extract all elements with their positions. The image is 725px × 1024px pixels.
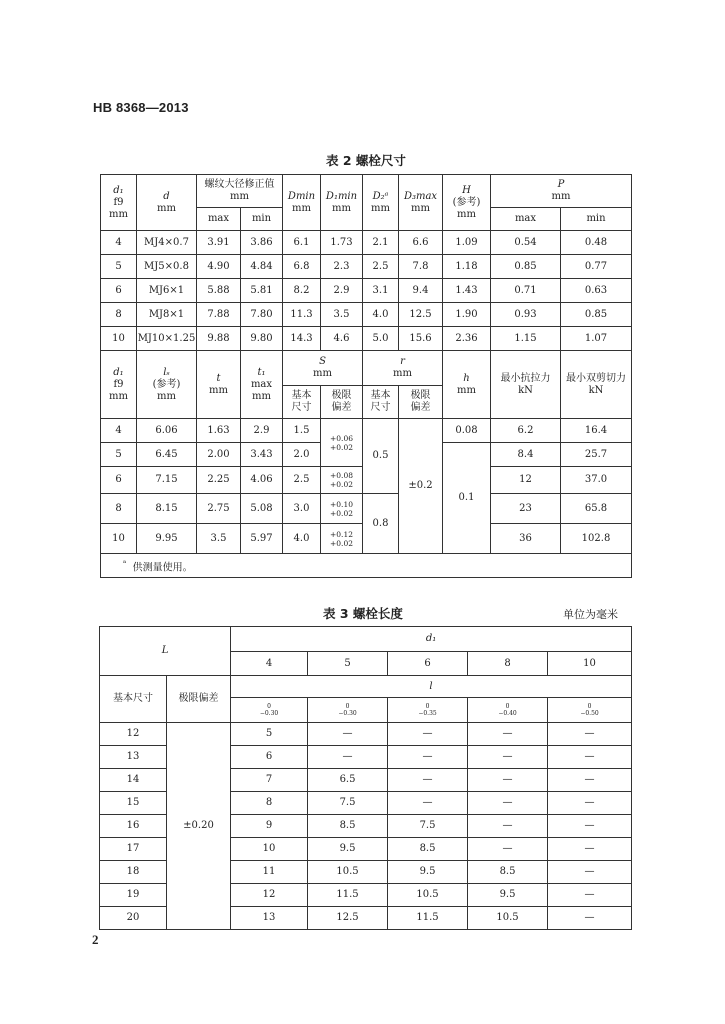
cell: 6.1 — [283, 231, 321, 255]
cell: 8.5 — [388, 838, 468, 861]
cell: 6.6 — [399, 231, 443, 255]
cell: — — [388, 723, 468, 746]
cell: 2.25 — [197, 467, 241, 494]
cell: 8 — [231, 792, 308, 815]
cell: 6.8 — [283, 255, 321, 279]
cell: 5.88 — [197, 279, 241, 303]
s-tolerance: +0.12 +0.02 — [321, 524, 363, 554]
cell: 9.88 — [197, 327, 241, 351]
col-tensile-header: 最小抗拉力 kN — [491, 351, 561, 419]
col-S-header: S mm — [283, 351, 363, 386]
cell: 9.5 — [468, 884, 548, 907]
cell: 3.1 — [363, 279, 399, 303]
cell: MJ10×1.25 — [137, 327, 197, 351]
s-tolerance: +0.06 +0.02 — [321, 419, 363, 467]
cell: MJ5×0.8 — [137, 255, 197, 279]
cell: 8.5 — [308, 815, 388, 838]
cell: 2.36 — [443, 327, 491, 351]
cell: 25.7 — [561, 443, 632, 467]
col-dmin-header: Dmin mm — [283, 175, 321, 231]
cell: 65.8 — [561, 494, 632, 524]
col-r-header: r mm — [363, 351, 443, 386]
l-header: l — [231, 676, 632, 698]
cell: 8.15 — [137, 494, 197, 524]
cell: 1.5 — [283, 419, 321, 443]
l-tolerance: 0 −0.40 — [468, 698, 548, 723]
table-row — [101, 419, 632, 443]
cell: 6 — [101, 467, 137, 494]
cell: 102.8 — [561, 524, 632, 554]
cell: 9 — [231, 815, 308, 838]
cell: 6.5 — [308, 769, 388, 792]
cell: 6.06 — [137, 419, 197, 443]
table-row — [101, 279, 632, 303]
L-header: L — [100, 627, 231, 676]
cell: 8 — [101, 303, 137, 327]
col-h-header: h mm — [443, 351, 491, 419]
cell: 11.5 — [388, 907, 468, 930]
standard-number: HB 8368—2013 — [93, 100, 189, 115]
cell: 0.48 — [561, 231, 632, 255]
bolt-dimensions-table — [100, 174, 632, 578]
cell: 18 — [100, 861, 167, 884]
major-min-header: min — [241, 208, 283, 231]
cell: 3.43 — [241, 443, 283, 467]
deviation-value: ±0.20 — [167, 723, 231, 930]
r-deviation-value: ±0.2 — [399, 419, 443, 554]
l-tolerance: 0 −0.50 — [548, 698, 632, 723]
cell: 11.5 — [308, 884, 388, 907]
cell: 37.0 — [561, 467, 632, 494]
table2-footnote: $^ᵃ$ 供测量使用。 — [101, 554, 632, 578]
cell: — — [548, 838, 632, 861]
cell: 0.77 — [561, 255, 632, 279]
cell: 7.5 — [388, 815, 468, 838]
col-t-header: t mm — [197, 351, 241, 419]
col-d1min-header: D₁min mm — [321, 175, 363, 231]
d-col-header: 4 — [231, 652, 308, 676]
cell: 5.97 — [241, 524, 283, 554]
basic-size-header: 基本尺寸 — [100, 676, 167, 723]
table-row — [101, 494, 632, 524]
cell: 0.85 — [561, 303, 632, 327]
deviation-header: 极限偏差 — [167, 676, 231, 723]
cell: 4.6 — [321, 327, 363, 351]
cell: 7.15 — [137, 467, 197, 494]
cell: 1.09 — [443, 231, 491, 255]
cell: 0.93 — [491, 303, 561, 327]
d-col-header: 10 — [548, 652, 632, 676]
cell: 2.3 — [321, 255, 363, 279]
cell: 2.9 — [241, 419, 283, 443]
col-d3max-header: D₃max mm — [399, 175, 443, 231]
table3-unit-note: 单位为毫米 — [563, 608, 618, 621]
cell: — — [468, 815, 548, 838]
cell: — — [468, 838, 548, 861]
col-H-header: H (参考) mm — [443, 175, 491, 231]
cell: 8.4 — [491, 443, 561, 467]
s-tolerance: +0.10 +0.02 — [321, 494, 363, 524]
table-row — [101, 303, 632, 327]
cell: — — [468, 769, 548, 792]
table2-caption: 表 2 螺栓尺寸 — [326, 153, 406, 168]
cell: MJ4×0.7 — [137, 231, 197, 255]
cell: 6.2 — [491, 419, 561, 443]
d-col-header: 8 — [468, 652, 548, 676]
cell: 17 — [100, 838, 167, 861]
l-tolerance: 0 −0.35 — [388, 698, 468, 723]
cell: 16 — [100, 815, 167, 838]
table-row — [101, 231, 632, 255]
cell: 12.5 — [308, 907, 388, 930]
S-dev-header: 极限偏差 — [321, 386, 363, 419]
cell: 4.0 — [283, 524, 321, 554]
cell: 8.2 — [283, 279, 321, 303]
P-min-header: min — [561, 208, 632, 231]
cell: 12 — [231, 884, 308, 907]
cell: — — [548, 792, 632, 815]
cell: 0.85 — [491, 255, 561, 279]
col-d2-header: D₂ᵃ mm — [363, 175, 399, 231]
cell: 5.0 — [363, 327, 399, 351]
cell: — — [388, 746, 468, 769]
cell: 4.90 — [197, 255, 241, 279]
r-basic-header: 基本尺寸 — [363, 386, 399, 419]
cell: 1.15 — [491, 327, 561, 351]
cell: 11 — [231, 861, 308, 884]
cell: 19 — [100, 884, 167, 907]
col-t1-header: t₁ max mm — [241, 351, 283, 419]
col-ls-header: lₛ (参考) mm — [137, 351, 197, 419]
cell: — — [548, 907, 632, 930]
cell: 13 — [100, 746, 167, 769]
cell: 2.9 — [321, 279, 363, 303]
cell: 5.81 — [241, 279, 283, 303]
cell: 1.07 — [561, 327, 632, 351]
cell: 16.4 — [561, 419, 632, 443]
cell: — — [388, 769, 468, 792]
cell: MJ8×1 — [137, 303, 197, 327]
cell: 9.5 — [388, 861, 468, 884]
cell: 2.5 — [283, 467, 321, 494]
cell: 5 — [101, 443, 137, 467]
cell: 0.63 — [561, 279, 632, 303]
cell: 4.84 — [241, 255, 283, 279]
cell: 36 — [491, 524, 561, 554]
cell: 6.45 — [137, 443, 197, 467]
cell: 2.1 — [363, 231, 399, 255]
cell: — — [548, 746, 632, 769]
cell: — — [308, 723, 388, 746]
cell: 14.3 — [283, 327, 321, 351]
cell: — — [468, 746, 548, 769]
cell: 20 — [100, 907, 167, 930]
cell: 9.95 — [137, 524, 197, 554]
cell: 0.54 — [491, 231, 561, 255]
cell: 10 — [231, 838, 308, 861]
page-number: 2 — [92, 932, 99, 947]
col-d-header: d mm — [137, 175, 197, 231]
cell: 2.75 — [197, 494, 241, 524]
cell: 1.18 — [443, 255, 491, 279]
cell: 9.80 — [241, 327, 283, 351]
cell: — — [308, 746, 388, 769]
cell: 15 — [100, 792, 167, 815]
cell: 2.00 — [197, 443, 241, 467]
h-value: 0.1 — [443, 443, 491, 554]
cell: — — [548, 769, 632, 792]
cell: 12.5 — [399, 303, 443, 327]
cell: 10.5 — [468, 907, 548, 930]
cell: 13 — [231, 907, 308, 930]
bolt-length-table — [99, 626, 632, 930]
cell: 4.06 — [241, 467, 283, 494]
cell: 4.0 — [363, 303, 399, 327]
cell: 10.5 — [388, 884, 468, 907]
cell: 8 — [101, 494, 137, 524]
table-row — [101, 327, 632, 351]
d-col-header: 5 — [308, 652, 388, 676]
col-major-diameter-header: 螺纹大径修正值 mm — [197, 175, 283, 208]
cell: 12 — [100, 723, 167, 746]
cell: — — [548, 884, 632, 907]
cell: — — [548, 861, 632, 884]
cell: — — [548, 815, 632, 838]
cell: 0.71 — [491, 279, 561, 303]
cell: 5 — [101, 255, 137, 279]
table-row — [100, 723, 632, 746]
major-max-header: max — [197, 208, 241, 231]
cell: 3.5 — [321, 303, 363, 327]
cell: 7.5 — [308, 792, 388, 815]
table3-caption: 表 3 螺栓长度 — [323, 606, 403, 621]
cell: MJ6×1 — [137, 279, 197, 303]
d-col-header: 6 — [388, 652, 468, 676]
cell: 1.90 — [443, 303, 491, 327]
S-basic-header: 基本尺寸 — [283, 386, 321, 419]
cell: 5.08 — [241, 494, 283, 524]
cell: 2.0 — [283, 443, 321, 467]
cell: 1.73 — [321, 231, 363, 255]
d1-header: d₁ — [231, 627, 632, 652]
cell: 3.0 — [283, 494, 321, 524]
cell: 14 — [100, 769, 167, 792]
cell: 10 — [101, 327, 137, 351]
cell: 23 — [491, 494, 561, 524]
cell: 6 — [231, 746, 308, 769]
cell: 7.80 — [241, 303, 283, 327]
cell: 1.43 — [443, 279, 491, 303]
cell: 1.63 — [197, 419, 241, 443]
col-d1-header-2: d₁ f9 mm — [101, 351, 137, 419]
cell: 5 — [231, 723, 308, 746]
cell: 3.5 — [197, 524, 241, 554]
cell: 4 — [101, 419, 137, 443]
s-tolerance: +0.08 +0.02 — [321, 467, 363, 494]
cell: — — [468, 792, 548, 815]
l-tolerance: 0 −0.30 — [308, 698, 388, 723]
cell: 9.5 — [308, 838, 388, 861]
cell: 8.5 — [468, 861, 548, 884]
col-P-header: P mm — [491, 175, 632, 208]
cell: 7.88 — [197, 303, 241, 327]
P-max-header: max — [491, 208, 561, 231]
cell: 9.4 — [399, 279, 443, 303]
cell: 11.3 — [283, 303, 321, 327]
table-row — [101, 255, 632, 279]
cell: 2.5 — [363, 255, 399, 279]
cell: 15.6 — [399, 327, 443, 351]
cell: 3.91 — [197, 231, 241, 255]
r-basic-value: 0.5 — [363, 419, 399, 494]
l-tolerance: 0 −0.30 — [231, 698, 308, 723]
h-value: 0.08 — [443, 419, 491, 443]
col-shear-header: 最小双剪切力 kN — [561, 351, 632, 419]
col-d1-header: d₁ f9 mm — [101, 175, 137, 231]
cell: — — [548, 723, 632, 746]
r-basic-value: 0.8 — [363, 494, 399, 554]
cell: — — [468, 723, 548, 746]
r-dev-header: 极限偏差 — [399, 386, 443, 419]
cell: 7 — [231, 769, 308, 792]
cell: 10 — [101, 524, 137, 554]
cell: 6 — [101, 279, 137, 303]
cell: 4 — [101, 231, 137, 255]
cell: 7.8 — [399, 255, 443, 279]
cell: 12 — [491, 467, 561, 494]
cell: 3.86 — [241, 231, 283, 255]
cell: — — [388, 792, 468, 815]
cell: 10.5 — [308, 861, 388, 884]
